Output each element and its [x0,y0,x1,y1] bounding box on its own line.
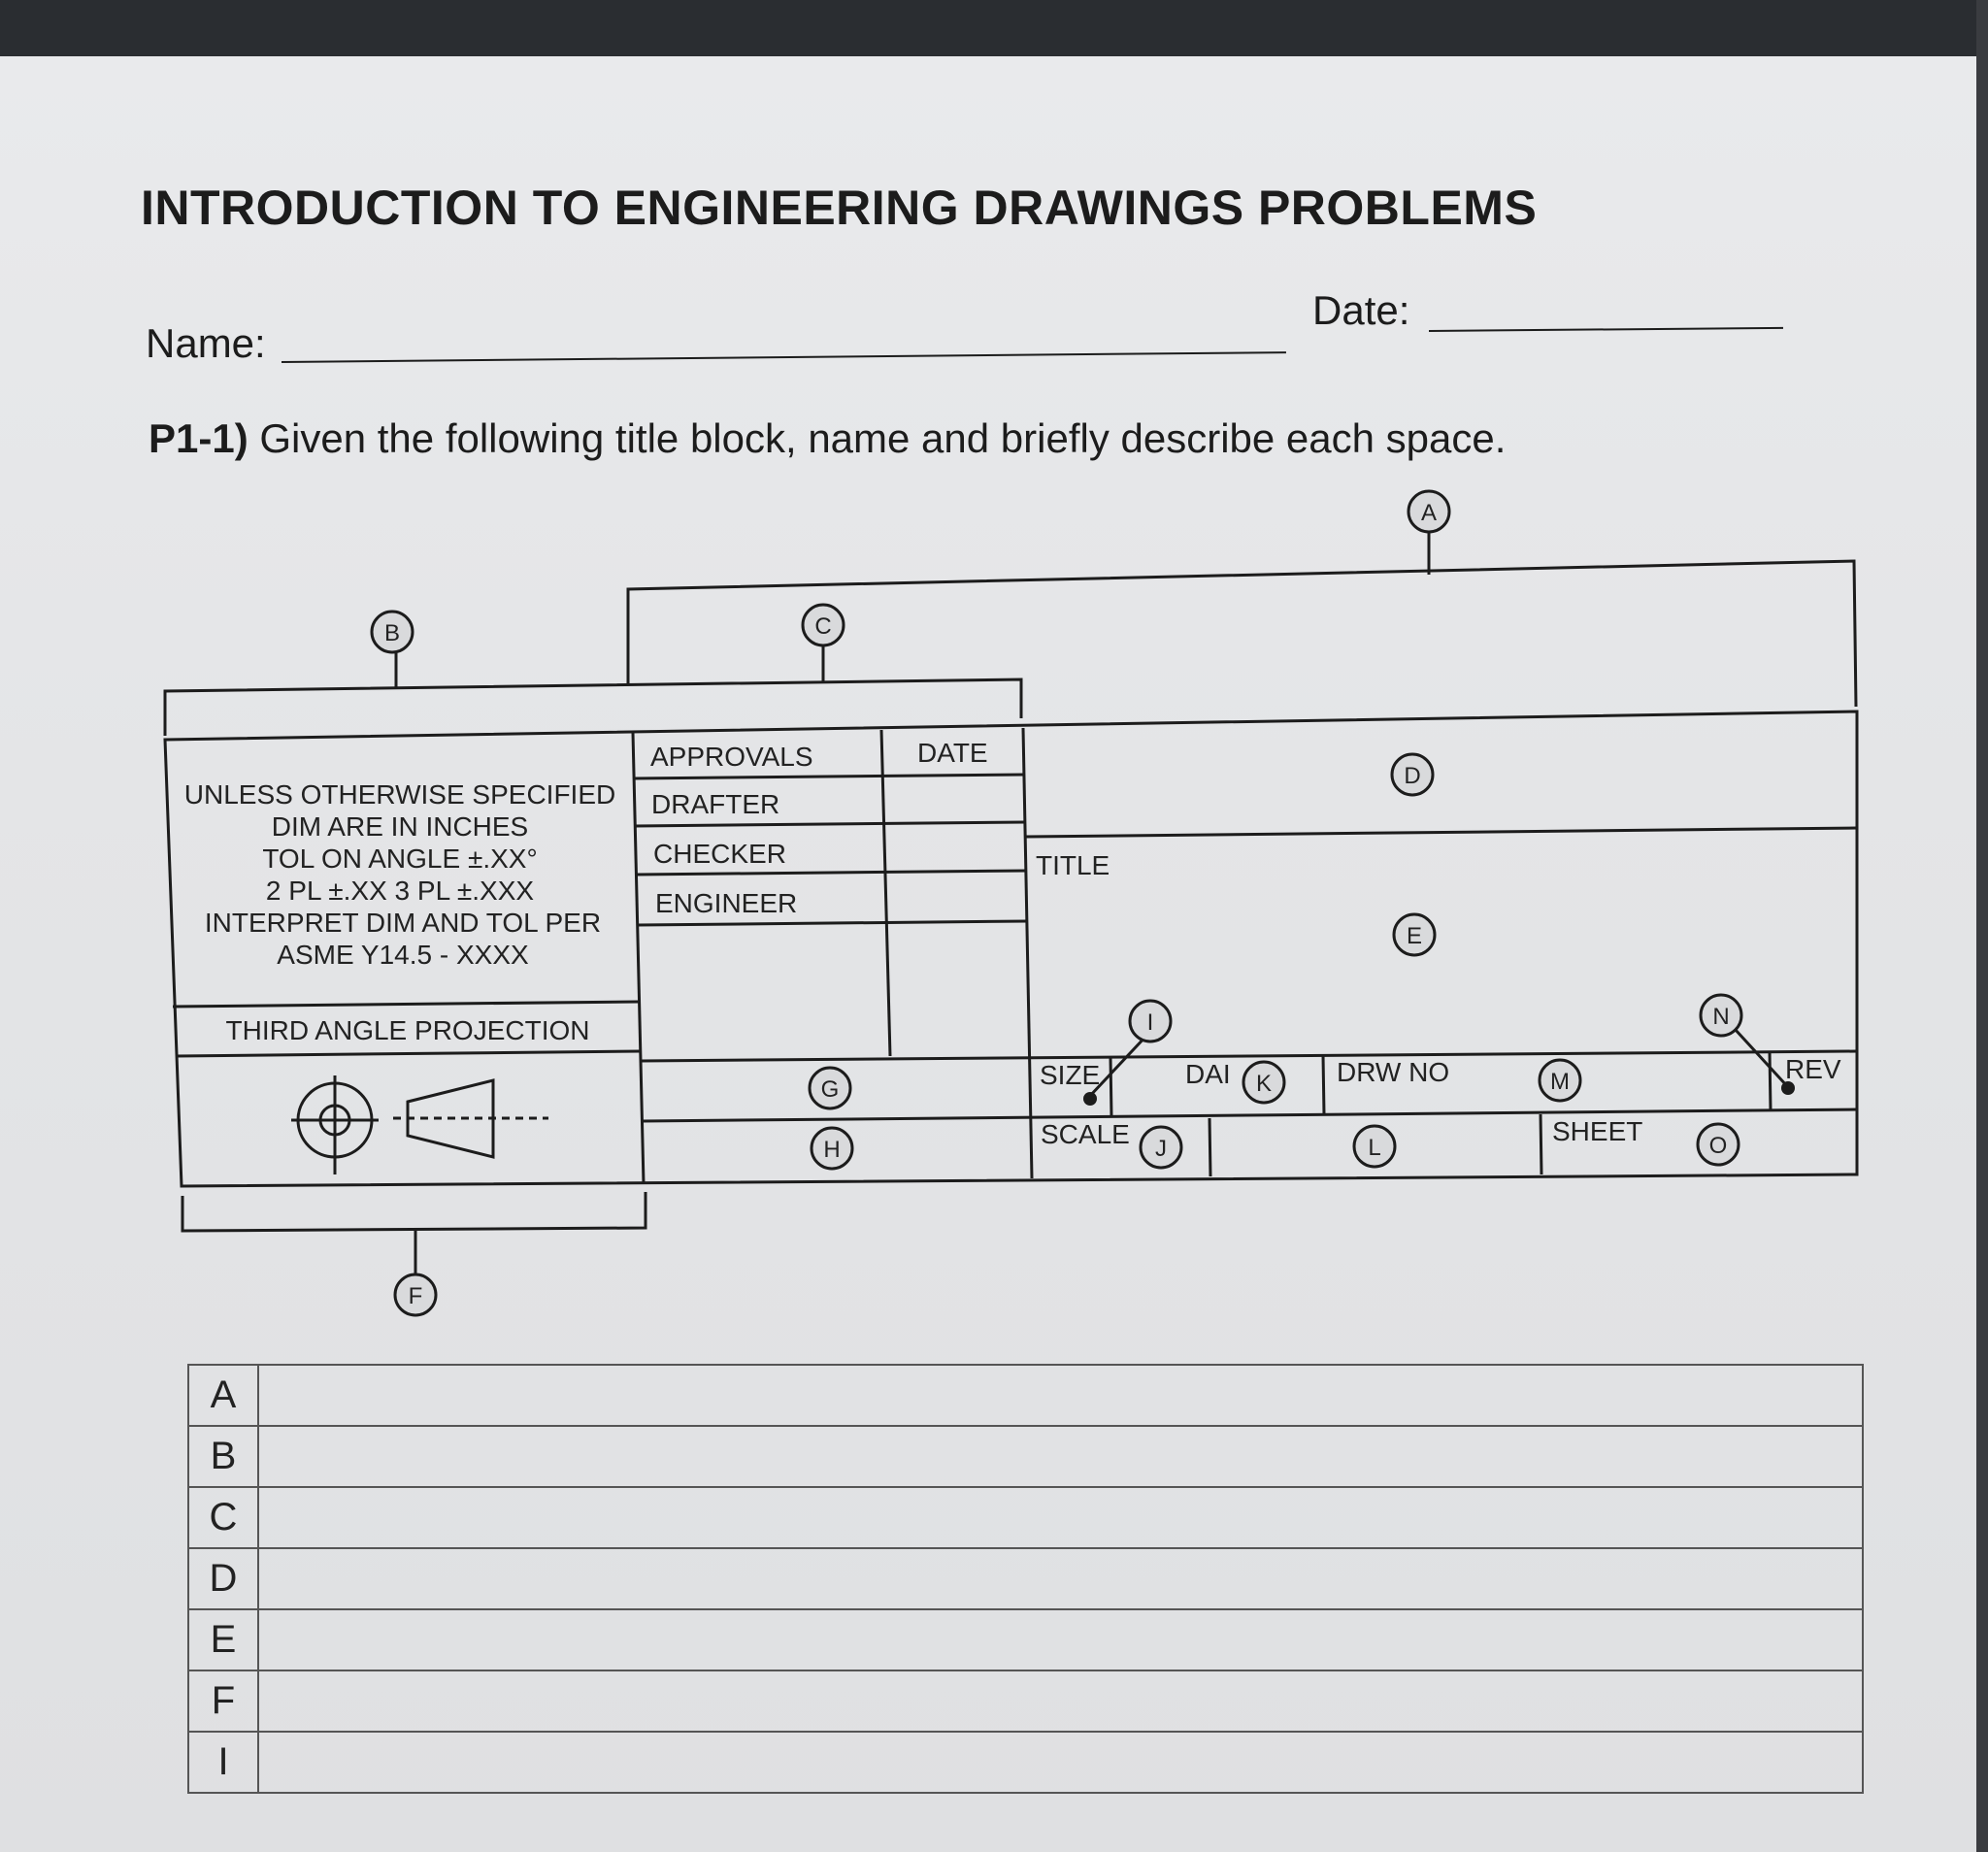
callout-a: A [1420,500,1438,526]
question-number: P1-1) [149,415,248,461]
callout-e: E [1406,923,1423,949]
answer-row-label: D [188,1548,258,1609]
row-d [1025,828,1857,837]
answer-row-label: F [188,1670,258,1732]
rev-label: REV [1785,1054,1841,1084]
scale-label: SCALE [1041,1119,1130,1149]
callout-c: C [814,613,832,640]
callout-n: N [1712,1004,1730,1030]
answer-table [187,1364,1864,1794]
answer-row [188,1670,1863,1732]
answer-row [188,1365,1863,1426]
answer-cell[interactable] [258,1732,1863,1793]
date-label: Date: [1312,287,1410,333]
drw-no-label: DRW NO [1337,1057,1450,1087]
date-header: DATE [917,738,988,768]
answer-cell[interactable] [258,1365,1863,1426]
divider-rev [1770,1051,1771,1110]
answer-row-label: E [188,1609,258,1670]
row-checker [637,871,1027,875]
checker-label: CHECKER [653,839,786,869]
callout-g: G [820,1076,840,1103]
bracket-f [182,1192,646,1231]
note-line-6: ASME Y14.5 - XXXX [277,940,529,970]
answer-cell[interactable] [258,1426,1863,1487]
row-h [643,1109,1857,1121]
note-line-4: 2 PL ±.XX 3 PL ±.XXX [265,876,535,906]
divider-left [633,733,644,1184]
answer-cell[interactable] [258,1670,1863,1732]
callout-j: J [1155,1136,1167,1162]
row-drafter [635,822,1026,826]
leader-n [1735,1029,1788,1087]
projection-label: THIRD ANGLE PROJECTION [225,1015,590,1045]
callout-l: L [1368,1135,1381,1161]
callout-i: I [1146,1009,1154,1036]
size-label: SIZE [1040,1060,1101,1090]
name-label: Name: [146,320,266,366]
drafter-label: DRAFTER [651,789,780,819]
answer-row [188,1426,1863,1487]
answer-row [188,1609,1863,1670]
answer-cell[interactable] [258,1609,1863,1670]
answer-cell[interactable] [258,1548,1863,1609]
callout-k: K [1255,1071,1273,1097]
row-projection-bottom [177,1051,641,1056]
answer-row-label: A [188,1365,258,1426]
callout-d: D [1404,763,1421,789]
callout-f: F [408,1283,423,1309]
divider-scale [1209,1118,1210,1176]
engineer-label: ENGINEER [655,888,798,918]
title-label: TITLE [1036,850,1110,880]
note-line-1: UNLESS OTHERWISE SPECIFIED [183,779,616,810]
callout-m: M [1550,1069,1570,1095]
answer-cell[interactable] [258,1487,1863,1548]
question-body: Given the following title block, name and briefly describe each space. [259,415,1507,461]
approvals-header: APPROVALS [650,742,813,772]
projection-symbol [291,1075,548,1174]
dot-i [1083,1092,1097,1106]
answer-row [188,1487,1863,1548]
divider-right [1023,728,1032,1178]
divider-size [1110,1058,1111,1116]
row-notes-bottom [173,1002,639,1007]
answer-row-label: B [188,1426,258,1487]
sheet-label: SHEET [1552,1116,1643,1146]
answer-row [188,1732,1863,1793]
row-g [641,1051,1857,1061]
row-approvals [633,775,1025,778]
note-line-2: DIM ARE IN INCHES [271,811,529,842]
dai-label: DAI [1185,1059,1231,1089]
row-engineer [638,921,1028,925]
callout-o: O [1708,1133,1728,1159]
page-title: INTRODUCTION TO ENGINEERING DRAWINGS PROBLEMS [141,181,1538,235]
divider-approvals-date [881,730,890,1056]
divider-drwno [1323,1055,1324,1114]
callout-b: B [383,620,401,646]
answer-row [188,1548,1863,1609]
answer-row-label: C [188,1487,258,1548]
answer-row-label: I [188,1732,258,1793]
callout-h: H [823,1137,841,1163]
note-line-3: TOL ON ANGLE ±.XX° [262,843,538,874]
note-line-5: INTERPRET DIM AND TOL PER [204,908,602,938]
